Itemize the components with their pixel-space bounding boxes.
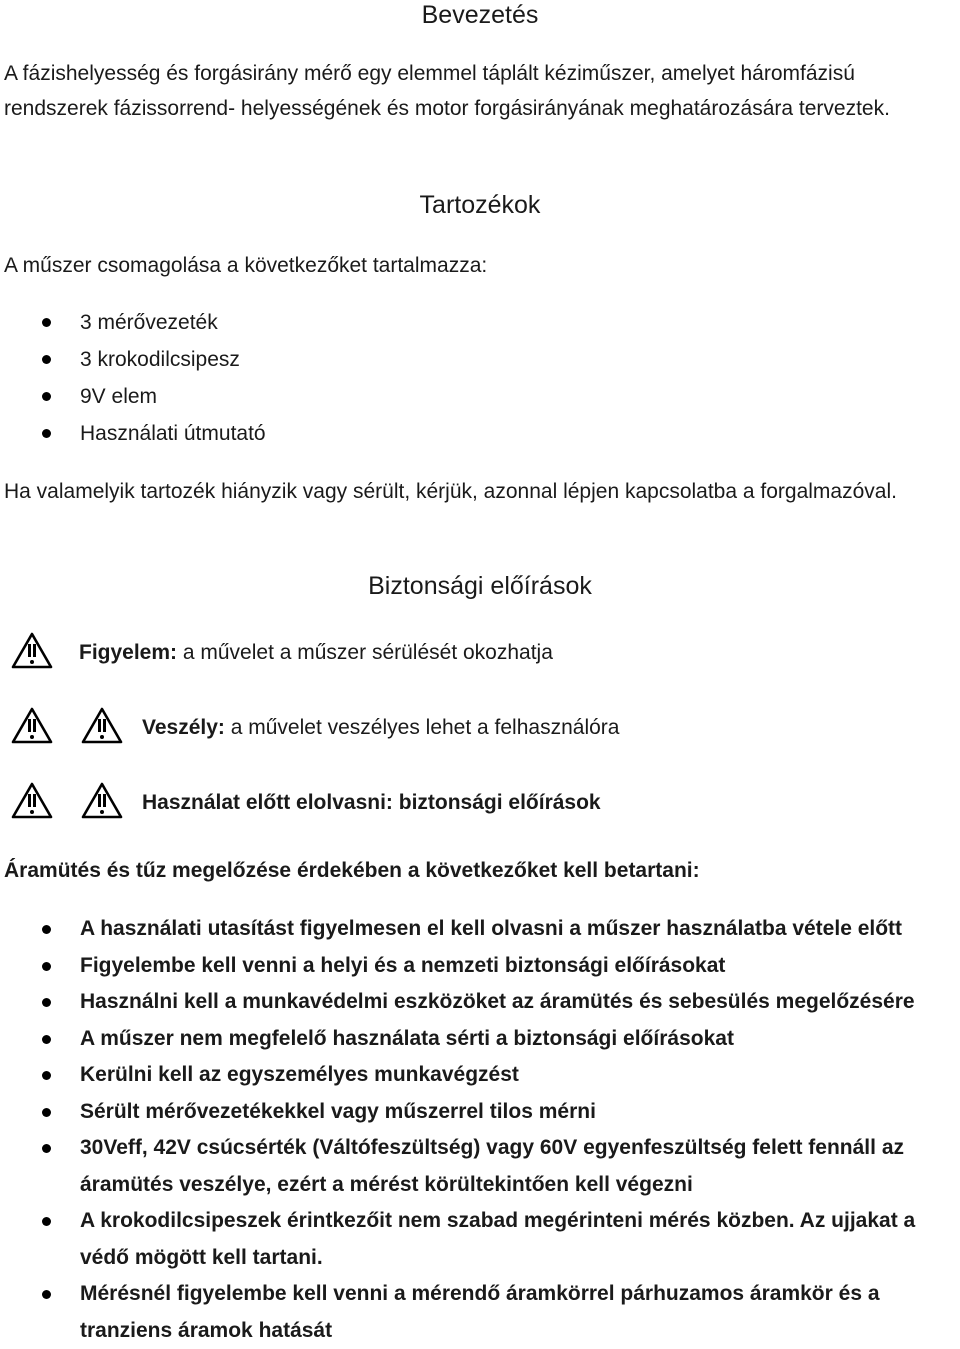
- list-item: A használati utasítást figyelmesen el kell olvasni a műszer használatba vétele előtt: [0, 911, 960, 948]
- accessories-heading: Tartozékok: [419, 191, 541, 219]
- list-item: Kerülni kell az egyszemélyes munkavégzést: [0, 1057, 960, 1094]
- rules-intro: Áramütés és tűz megelőzése érdekében a következőket kell betartani:: [4, 859, 700, 882]
- warning-row: [0, 781, 960, 825]
- warning-row: [0, 631, 960, 675]
- list-item: 3 krokodilcsipesz: [0, 341, 960, 378]
- intro-heading: Bevezetés: [421, 1, 539, 29]
- accessories-intro: A műszer csomagolása a következőket tartalmazza:: [4, 254, 488, 277]
- list-item: A műszer nem megfelelő használata sérti a biztonsági előírásokat: [0, 1021, 960, 1058]
- warning-text: a művelet a műszer sérülését okozhatja: [177, 641, 553, 664]
- list-item: Figyelembe kell venni a helyi és a nemzeti biztonsági előírásokat: [0, 948, 960, 985]
- safety-heading: Biztonsági előírások: [368, 572, 592, 600]
- warning-label: Használat előtt elolvasni: biztonsági előírások: [142, 791, 601, 814]
- warning-triangle-icon: [80, 706, 124, 746]
- warning-triangle-icon: [10, 781, 54, 821]
- list-item: 3 mérővezeték: [0, 304, 960, 341]
- intro-paragraph: A fázishelyesség és forgásirány mérő egy elemmel táplált kéziműszer, amelyet háromfázisú rendszerek fázissorrend- helyességének és motor forgásirányának meghatározására terveztek.: [4, 62, 890, 120]
- list-item: A krokodilcsipeszek érintkezőit nem szabad megérinteni mérés közben. Az ujjakat a védő mögött kell tartani.: [0, 1203, 960, 1276]
- warning-label: Veszély:: [142, 716, 225, 739]
- safety-rules-list: [0, 911, 960, 1349]
- accessories-list: [0, 304, 960, 452]
- list-item: Használati útmutató: [0, 415, 960, 452]
- warning-label: Figyelem:: [79, 641, 178, 664]
- list-item: Sérült mérővezetékekkel vagy műszerrel tilos mérni: [0, 1094, 960, 1131]
- list-item: Mérésnél figyelembe kell venni a mérendő áramkörrel párhuzamos áramkör és a tranziens áramok hatását: [0, 1276, 960, 1349]
- warning-triangle-icon: [80, 781, 124, 821]
- accessories-note: Ha valamelyik tartozék hiányzik vagy sérült, kérjük, azonnal lépjen kapcsolatba a forgalmazóval.: [4, 480, 897, 503]
- warning-text: a művelet veszélyes lehet a felhasználóra: [224, 716, 620, 739]
- list-item: 30Veff, 42V csúcsérték (Váltófeszültség) vagy 60V egyenfeszültség felett fennáll az áramütés veszélye, ezért a mérést körültekintően kell végezni: [0, 1130, 960, 1203]
- list-item: 9V elem: [0, 378, 960, 415]
- warning-row: [0, 706, 960, 750]
- list-item: Használni kell a munkavédelmi eszközöket az áramütés és sebesülés megelőzésére: [0, 984, 960, 1021]
- warning-triangle-icon: [10, 706, 54, 746]
- warning-triangle-icon: [10, 631, 54, 671]
